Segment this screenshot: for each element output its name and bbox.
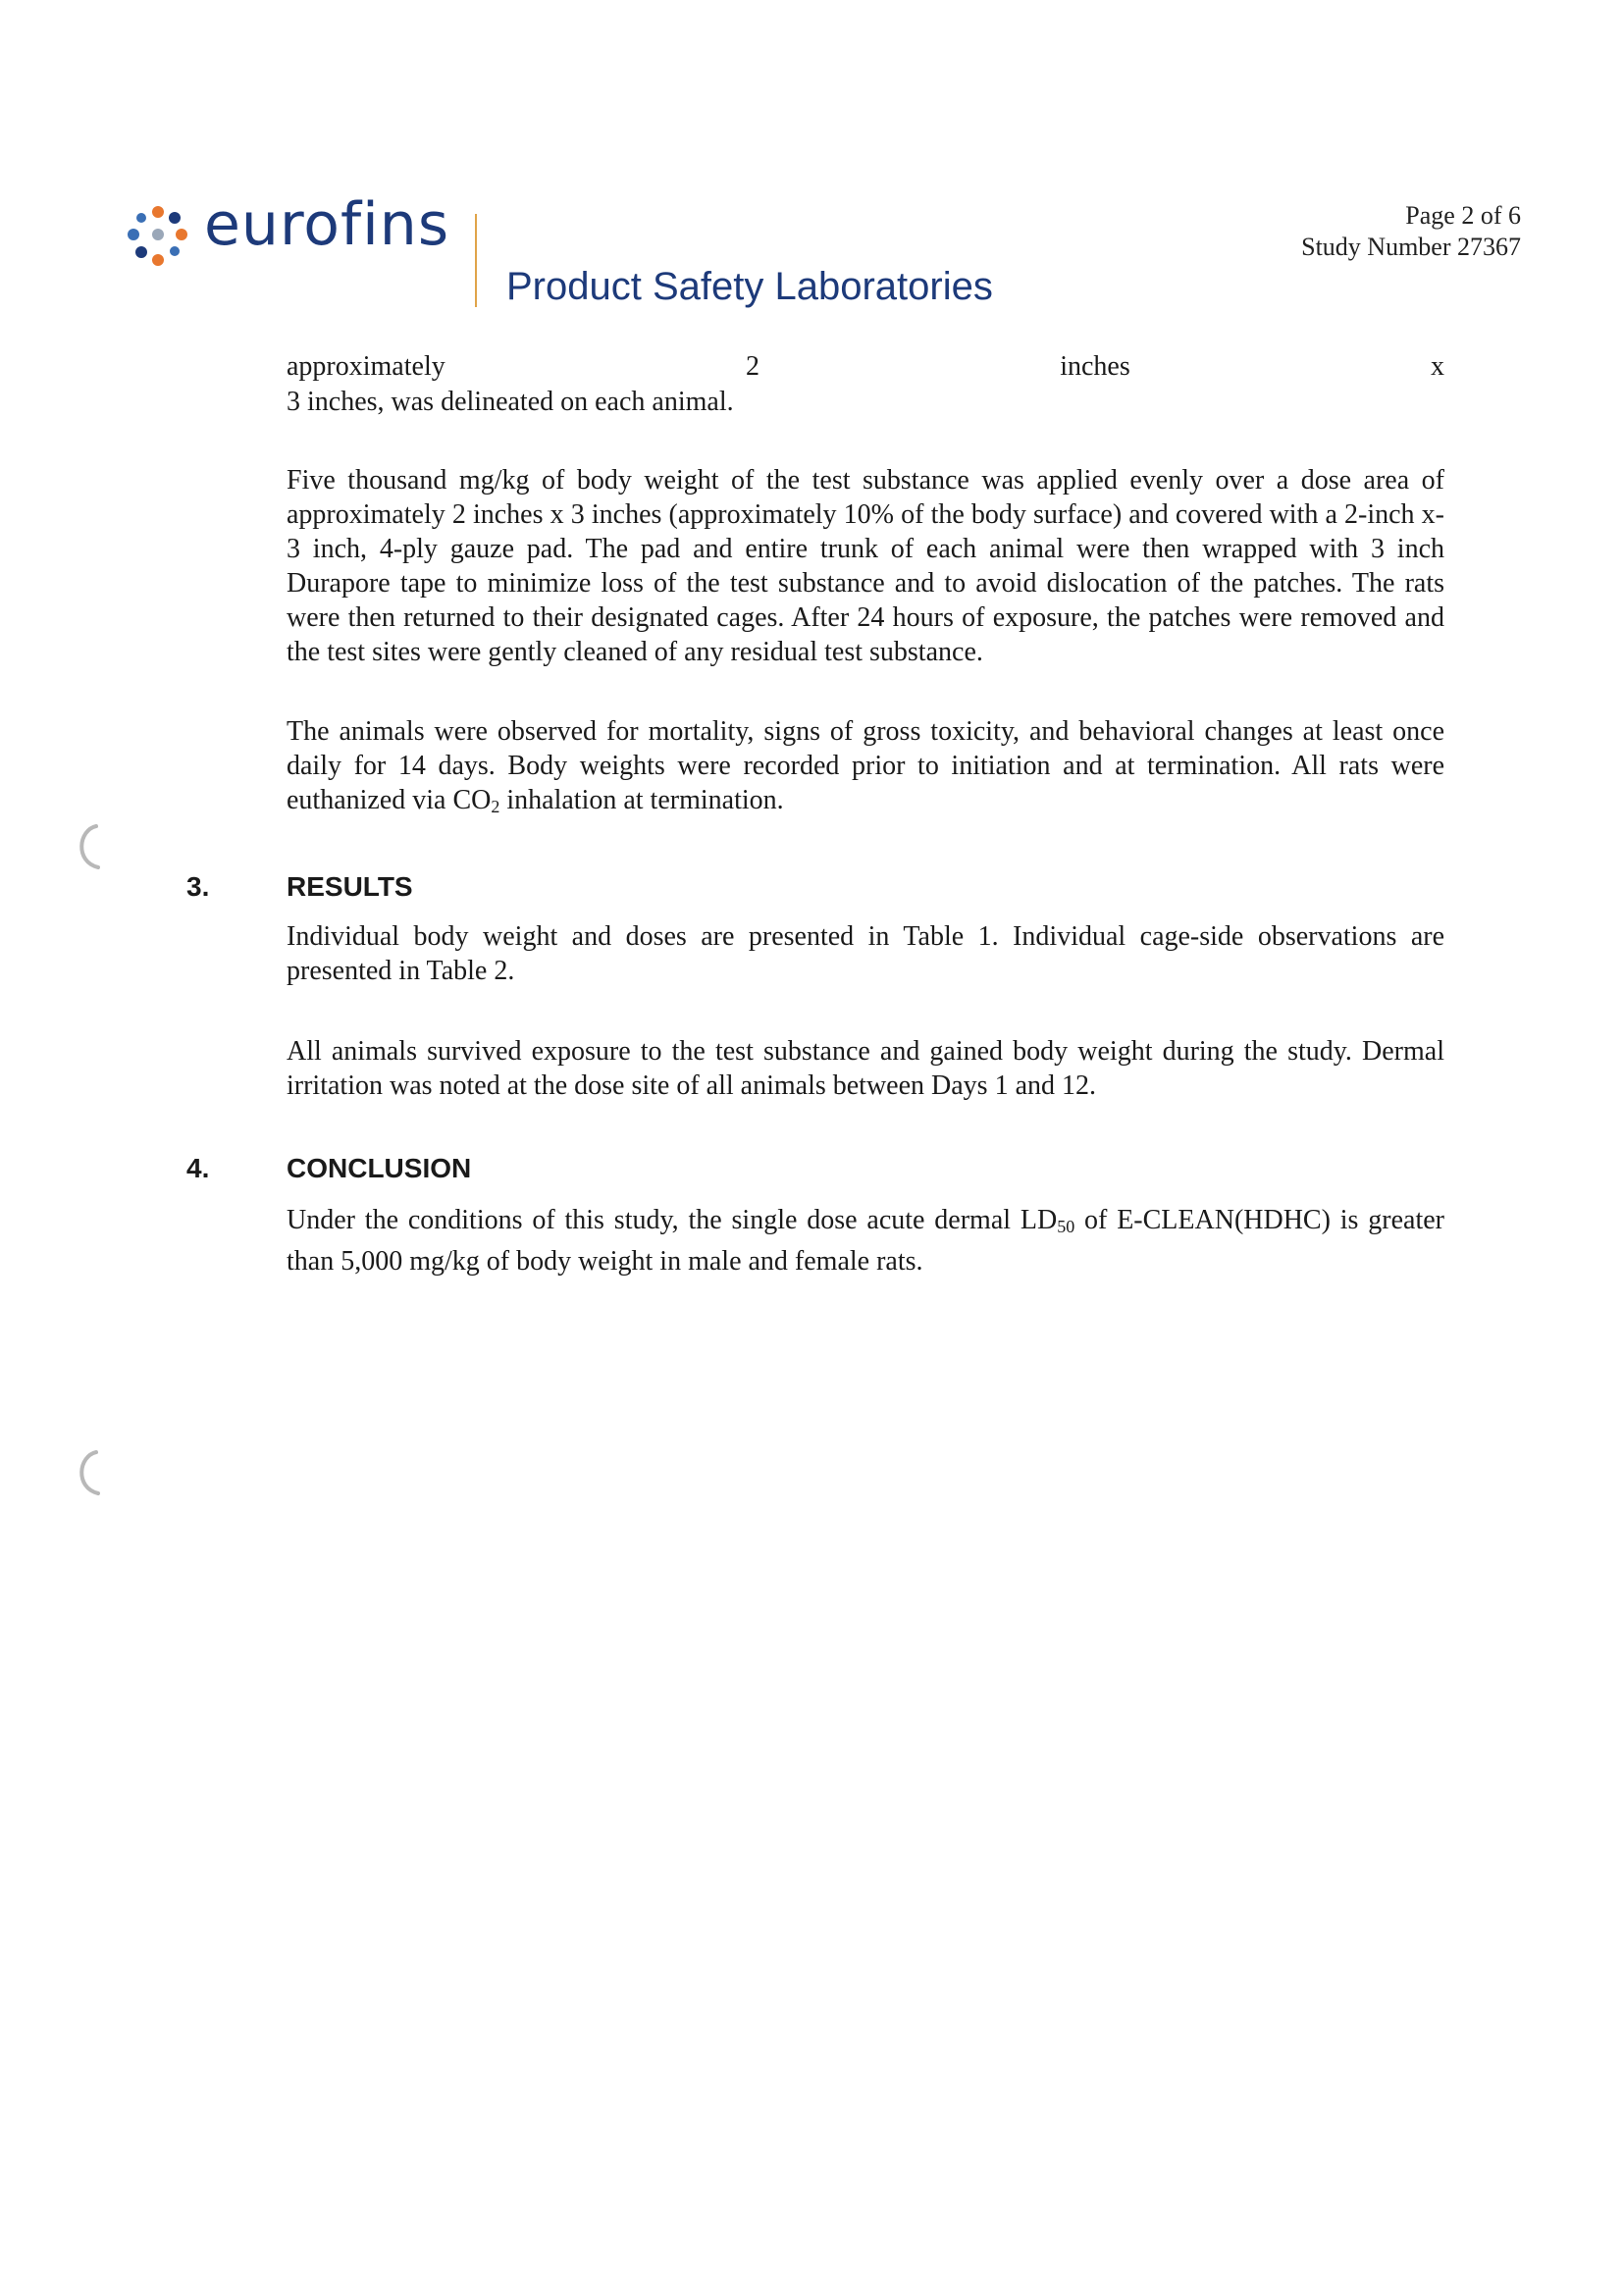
- observation-paragraph: [287, 714, 1444, 824]
- conclusion-paragraph: [287, 1203, 1444, 1278]
- punch-hole-mark: [69, 822, 108, 871]
- results-heading: RESULTS: [287, 871, 413, 902]
- dosing-paragraph: Five thousand mg/kg of body weight of the test substance was applied evenly over a dose area of approximately 2 inches x 3 inches (approximately 10% of the body surface) and covered with a 2-inch x-3 inch, 4-ply gauze pad. The pad and entire trunk of each animal were then wrapped with 3 inch Durapore tape to minimize loss of the test substance and to avoid dislocation of the patches. The rats were then returned to their designated cages. After 24 hours of exposure, the patches were removed and the test sites were gently cleaned of any residual test substance.: [287, 465, 1444, 667]
- conclusion-heading: CONCLUSION: [287, 1153, 472, 1183]
- observation-text-end: inhalation at termination.: [499, 785, 784, 815]
- logo-wordmark: eurofins: [204, 190, 450, 259]
- intro-line-2: 3 inches, was delineated on each animal.: [287, 387, 734, 417]
- results-paragraph-2: All animals survived exposure to the test substance and gained body weight during the study. Dermal irritation was noted at the dose site of all animals between Days 1 and 12.: [287, 1036, 1444, 1101]
- co2-subscript: 2: [491, 797, 500, 816]
- eurofins-logo: [126, 190, 459, 275]
- conclusion-section-number: 4.: [186, 1153, 210, 1183]
- results-section-number: 3.: [186, 871, 210, 902]
- conclusion-text: Under the conditions of this study, the single dose acute dermal LD: [287, 1205, 1058, 1235]
- lab-name: Product Safety Laboratories: [506, 265, 993, 308]
- study-number: Study Number 27367: [1301, 233, 1521, 261]
- observation-text: The animals were observed for mortality, signs of gross toxicity, and behavioral changes at least once daily for 14 days. Body weights were recorded prior to initiation and at termination. All rats were euthanized via CO: [287, 716, 1444, 815]
- intro-line-1: approximately 2 inches x: [287, 351, 1444, 382]
- punch-hole-mark: [69, 1448, 108, 1497]
- conclusion-text-end: of E-CLEAN(HDHC) is greater than 5,000 mg/kg of body weight in male and female rats.: [287, 1205, 1444, 1277]
- ld50-subscript: 50: [1057, 1217, 1075, 1236]
- eurofins-dots-icon: [126, 204, 190, 269]
- header-divider: [475, 214, 477, 307]
- results-paragraph-1: Individual body weight and doses are presented in Table 1. Individual cage-side observations are presented in Table 2.: [287, 921, 1444, 986]
- page-meta: [1301, 200, 1521, 263]
- page-number: Page 2 of 6: [1405, 201, 1521, 230]
